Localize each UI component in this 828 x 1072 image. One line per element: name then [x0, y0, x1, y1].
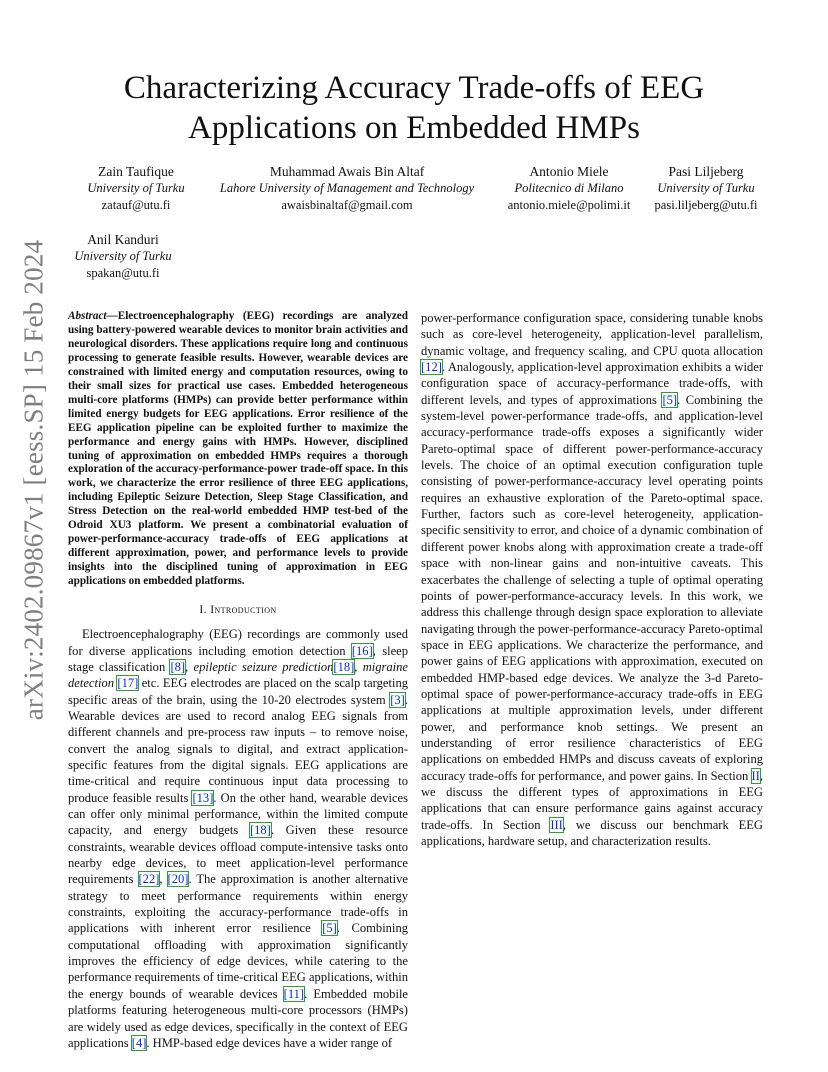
text-run: , — [354, 659, 363, 674]
citation-link[interactable]: [13] — [192, 790, 214, 805]
author-name: Pasi Liljeberg — [668, 164, 744, 179]
author-block — [646, 163, 766, 214]
text-run: , — [159, 872, 168, 887]
citation-link[interactable]: [22] — [138, 872, 160, 887]
author-affiliation: Politecnico di Milano — [514, 181, 624, 195]
text-run: , we discuss the different types of approximations in EEG applications that can ensure performance gains against accuracy trade-offs. In Section — [421, 768, 763, 832]
arxiv-identifier: arXiv:2402.09867v1 [eess.SP] 15 Feb 2024 — [18, 239, 49, 721]
author-affiliation: Lahore University of Management and Technology — [219, 181, 475, 195]
text-run: , we discuss our benchmark EEG applications, hardware setup, and characterization results. — [421, 817, 763, 848]
text-run: Electroencephalography (EEG) recordings are commonly used for diverse applications including emotion detection — [68, 627, 408, 658]
text-run: . Combining computational offloading with approximation significantly improves the efficiency of edge devices, while catering to the performance requirements of time-critical EEG applications, within the energy bounds of wearable devices — [68, 921, 408, 1001]
emphasis-text: migraine detection — [68, 659, 408, 691]
citation-link[interactable]: [5] — [322, 921, 337, 936]
citation-link[interactable]: [18] — [333, 659, 355, 674]
text-run: . Embedded mobile platforms featuring heterogeneous multi-core processors (HMPs) are widely used as edge devices, specifically in the context of EEG applications — [68, 986, 408, 1050]
author-block — [204, 163, 490, 214]
text-run: . The approximation is another alternative strategy to meet performance requirements within energy constraints, exploiting the accuracy-performance trade-offs in applications with inherent error resilience — [68, 872, 408, 936]
arxiv-margin-stamp — [12, 239, 56, 721]
citation-link[interactable]: [8] — [170, 659, 186, 674]
title-line-2: Applications on Embedded HMPs — [188, 110, 640, 146]
author-block — [68, 231, 178, 282]
text-run: . Wearable devices are used to record analog EEG signals from different channels and pre-process raw inputs – to remove noise, convert the analog signals to digital, and extract application-specific features from the digital signals. EEG applications are time-critical and require continuous input data processing to produce feasible results — [68, 692, 408, 805]
citation-link[interactable]: [3] — [390, 692, 405, 707]
author-email: spakan@utu.fi — [86, 266, 160, 280]
introduction-paragraph-continued — [421, 310, 763, 849]
paper-title — [64, 68, 764, 148]
text-run: . Analogously, application-level approximation exhibits a wider configuration space of accuracy-performance trade-offs, with different levels, and types of approximations — [421, 360, 763, 407]
text-run: . Combining the system-level power-performance trade-offs, and application-level accuracy-performance trade-offs exposes a significantly wider Pareto-optimal space of different power-performance-accuracy levels. The choice of an optimal execution configuration tuple consisting of power-performance-accuracy level operating points requires an exhaustive exploration of the Pareto-optimal space. Further, factors such as core-level heterogeneity, application-specific sensitivity to error, and choice of a dynamic combination of different power knobs along with approximation create a trade-off space with non-linear gains and non-intuitive caveats. This exacerbates the challenge of selecting a tuple of optimal operating points of power-performance-accuracy levels. In this work, we address this challenge through design space exploration to alleviate navigating through the power-performance-accuracy Pareto-optimal space in EEG applications. We characterize the performance, and power gains of EEG applications with approximation, executed on embedded HMP-based edge devices. We analyze the 3-d Pareto-optimal space of power-performance-accuracy trade-offs in EEG applications at multiple approximation levels, under different power, and performance knob settings. We present an understanding of error resilience characteristics of EEG applications on embedded HMPs and discuss caveats of exploring accuracy trade-offs for performance, and power gains. In Section — [421, 392, 763, 783]
abstract-label: Abstract — [68, 310, 107, 322]
citation-link[interactable]: [4] — [131, 1035, 147, 1050]
author-affiliation: University of Turku — [87, 181, 185, 195]
section-heading — [68, 602, 408, 618]
citation-link[interactable]: [20] — [167, 872, 189, 887]
author-name: Anil Kanduri — [87, 232, 159, 247]
text-run: . HMP-based edge devices have a wider range of — [146, 1035, 393, 1050]
text-run: power-performance configuration space, considering tunable knobs such as core-level heterogeneity, application-level parallelism, dynamic voltage, and frequency scaling, and CPU quota allocation — [421, 311, 763, 358]
author-name: Zain Taufique — [98, 164, 174, 179]
author-block — [68, 163, 204, 214]
text-run: . Given these resource constraints, wearable devices offload compute-intensive tasks onto nearby edge devices, to meet application-level performance requirements — [68, 823, 408, 887]
citation-link[interactable]: [5] — [662, 392, 678, 407]
text-run: , sleep stage classification — [68, 643, 408, 674]
section-link[interactable]: III — [550, 817, 563, 832]
author-name: Antonio Miele — [529, 164, 609, 179]
introduction-paragraph — [68, 626, 408, 1051]
section-number: I. — [199, 604, 207, 617]
text-run: . On the other hand, wearable devices can offer only minimal performance, within the limited compute capacity, and energy budgets — [68, 790, 408, 838]
author-email: antonio.miele@polimi.it — [507, 198, 631, 212]
text-run: etc. EEG electrodes are placed on the scalp targeting specific areas of the brain, using the 10-20 electrodes system — [68, 676, 408, 707]
author-block — [494, 163, 644, 214]
citation-link[interactable]: [16] — [351, 643, 373, 658]
title-line-1: Characterizing Accuracy Trade-offs of EEG — [123, 70, 705, 106]
right-column — [421, 310, 763, 849]
citation-link[interactable]: [12] — [421, 360, 442, 375]
citation-link[interactable]: [18] — [249, 823, 271, 838]
text-run: , — [185, 659, 194, 674]
abstract-text: —Electroencephalography (EEG) recordings are analyzed using battery-powered wearable devices to monitor brain activities and neurological disorders. These applications require long and continuous processing to generate feasible results. However, wearable devices are constrained with limited energy and computation resources, owing to their small sizes for practical use cases. Embedded heterogeneous multi-core platforms (HMPs) can provide better performance within limited energy budgets for EEG applications. Error resilience of the EEG application pipeline can be exploited further to maximize the performance and energy gains with HMPs. However, disciplined tuning of approximation on embedded HMPs requires a thorough exploration of the accuracy-performance-power trade-off space. In this work, we characterize the error resilience of three EEG applications, including Epileptic Seizure Detection, Sleep Stage Classification, and Stress Detection on the real-world embedded HMP test-bed of the Odroid XU3 platform. We present a combinatorial evaluation of power-performance-accuracy trade-offs of EEG applications at different approximation, power, and performance levels to provide insights into the disciplined tuning of approximation in EEG applications on embedded platforms. — [68, 310, 408, 588]
author-name: Muhammad Awais Bin Altaf — [269, 164, 425, 179]
section-link[interactable]: II — [751, 768, 760, 783]
citation-link[interactable]: [11] — [283, 986, 305, 1001]
section-title: Introduction — [210, 604, 277, 617]
author-affiliation: University of Turku — [74, 249, 172, 263]
author-email: zatauf@utu.fi — [101, 198, 171, 212]
author-email: awaisbinaltaf@gmail.com — [281, 198, 413, 212]
abstract — [68, 310, 408, 589]
citation-link[interactable]: [17] — [117, 676, 139, 691]
emphasis-text: epileptic seizure prediction — [193, 659, 334, 674]
left-column — [68, 310, 408, 1051]
author-affiliation: University of Turku — [657, 181, 755, 195]
author-email: pasi.liljeberg@utu.fi — [654, 198, 758, 212]
